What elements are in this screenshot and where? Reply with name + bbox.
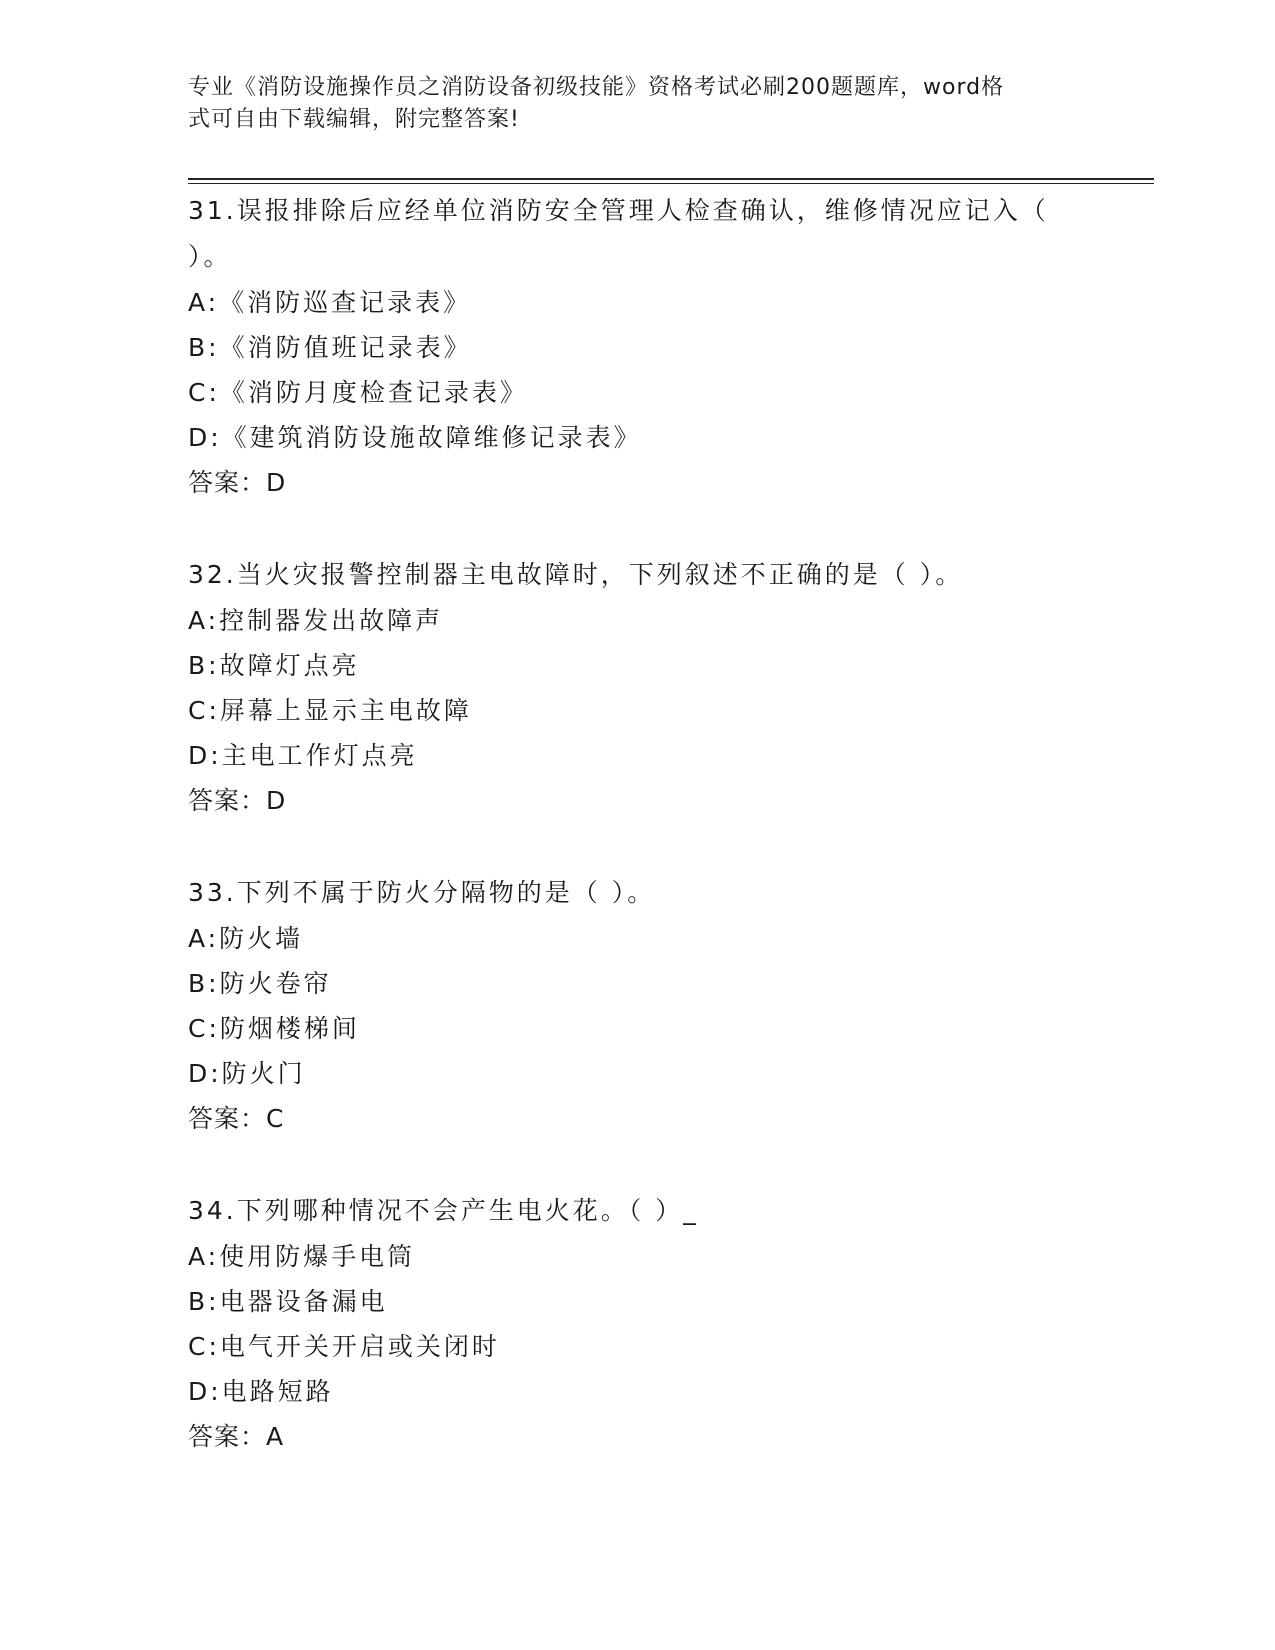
option-d: D:主电工作灯点亮 (188, 741, 418, 770)
answer-label: 答案： (188, 1104, 267, 1133)
option-b: B:电器设备漏电 (188, 1287, 388, 1316)
answer-line (188, 1096, 1108, 1142)
question-stem: 32.当火灾报警控制器主电故障时，下列叙述不正确的是（ ）。 (188, 560, 964, 589)
answer-line (188, 1414, 1108, 1460)
option-c: C:《消防月度检查记录表》 (188, 378, 528, 407)
option-b: B:故障灯点亮 (188, 651, 360, 680)
question-34 (188, 1188, 1108, 1460)
answer-value: C (266, 1104, 285, 1133)
answer-label: 答案： (188, 1422, 267, 1451)
answer-value: D (266, 468, 287, 497)
header-divider-thin (188, 183, 1154, 184)
option-a: A:《消防巡查记录表》 (188, 288, 472, 317)
option-c: C:屏幕上显示主电故障 (188, 696, 472, 725)
question-32 (188, 552, 1108, 824)
question-33 (188, 870, 1108, 1142)
option-b: B:《消防值班记录表》 (188, 333, 472, 362)
option-b: B:防火卷帘 (188, 969, 332, 998)
answer-line (188, 778, 1108, 824)
option-a: A:控制器发出故障声 (188, 606, 444, 635)
question-stem: 31.误报排除后应经单位消防安全管理人检查确认，维修情况应记入（ (188, 196, 1049, 225)
answer-label: 答案： (188, 786, 267, 815)
header-line-2: 式可自由下载编辑，附完整答案! (188, 107, 520, 132)
question-stem-continued: ）。 (188, 242, 232, 271)
option-a: A:使用防爆手电筒 (188, 1242, 416, 1271)
answer-value: A (266, 1422, 285, 1451)
option-c: C:防烟楼梯间 (188, 1014, 360, 1043)
question-list (188, 188, 1108, 1506)
option-c: C:电气开关开启或关闭时 (188, 1332, 500, 1361)
answer-value: D (266, 786, 287, 815)
question-stem: 33.下列不属于防火分隔物的是（ ）。 (188, 878, 656, 907)
option-a: A:防火墙 (188, 924, 304, 953)
option-d: D:防火门 (188, 1059, 306, 1088)
answer-line (188, 460, 1108, 506)
question-31 (188, 188, 1108, 506)
question-stem: 34.下列哪种情况不会产生电火花。（ ）_ (188, 1196, 699, 1225)
option-d: D:电路短路 (188, 1377, 334, 1406)
answer-label: 答案： (188, 468, 267, 497)
header-divider-thick (188, 178, 1154, 180)
header-line-1: 专业《消防设施操作员之消防设备初级技能》资格考试必刷200题题库，word格 (188, 75, 1005, 100)
document-header (188, 72, 1088, 136)
option-d: D:《建筑消防设施故障维修记录表》 (188, 423, 642, 452)
